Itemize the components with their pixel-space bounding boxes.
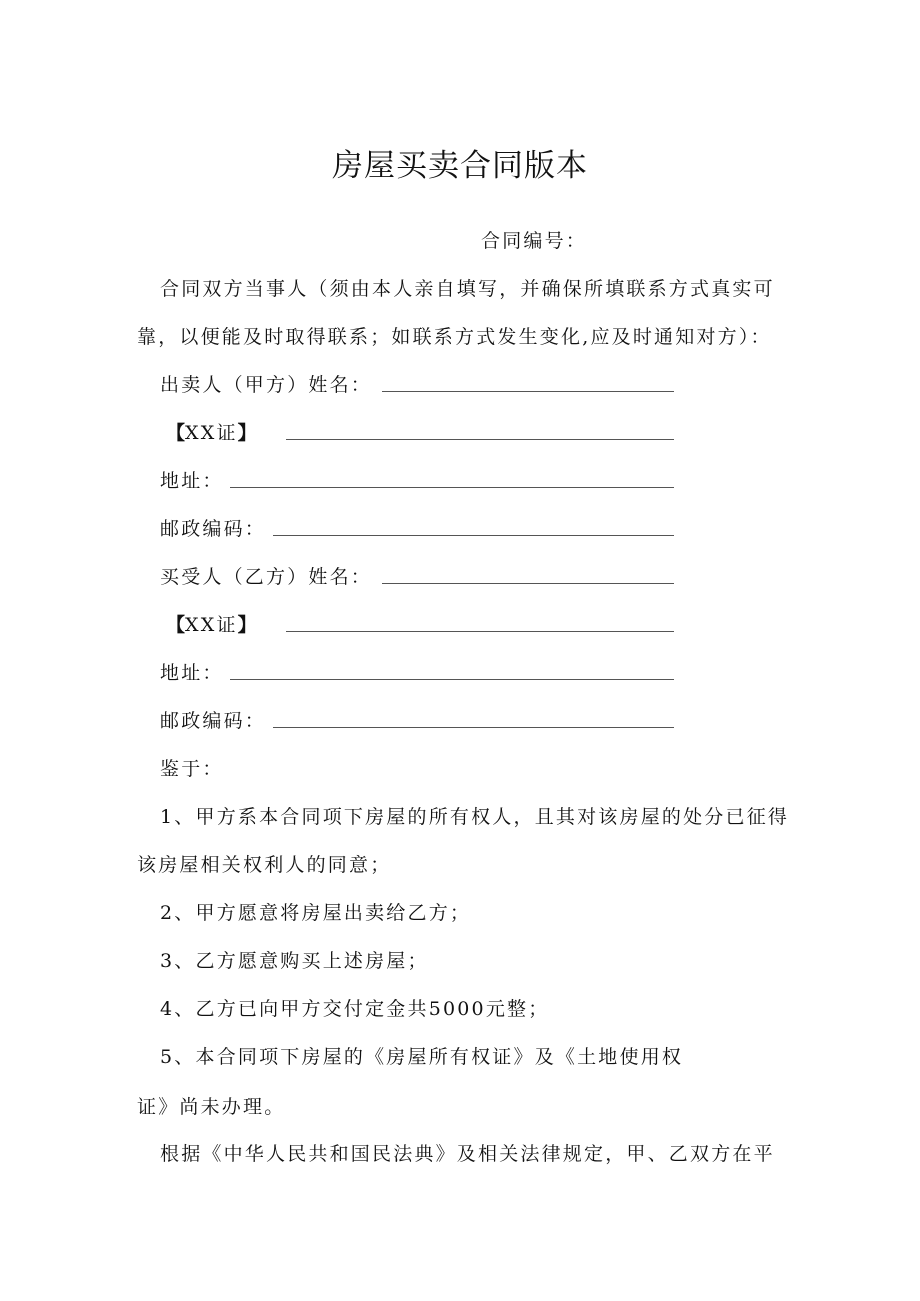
buyer-address-field[interactable] xyxy=(230,679,674,680)
seller-postal-label: 邮政编码： xyxy=(160,518,267,540)
clause-4: 4、乙方已向甲方交付定金共5000元整； xyxy=(160,998,550,1020)
buyer-address-row xyxy=(160,661,675,687)
seller-postal-field[interactable] xyxy=(273,535,674,536)
intro-paragraph-line-2: 靠，以便能及时取得联系；如联系方式发生变化,应及时通知对方）： xyxy=(137,326,772,348)
seller-id-text: XX证 xyxy=(185,422,238,444)
buyer-name-row xyxy=(160,565,675,591)
seller-id-row xyxy=(166,421,675,447)
buyer-name-field[interactable] xyxy=(382,583,674,584)
buyer-id-open-bracket: 【 xyxy=(166,614,186,636)
seller-id-open-bracket: 【 xyxy=(166,422,186,444)
buyer-postal-row xyxy=(160,709,675,735)
seller-postal-row xyxy=(160,517,675,543)
buyer-id-row xyxy=(166,613,675,639)
contract-number-label: 合同编号： xyxy=(481,230,588,252)
seller-name-row xyxy=(160,373,675,399)
clause-5-line-2: 证》尚未办理。 xyxy=(137,1096,286,1118)
clause-3: 3、乙方愿意购买上述房屋； xyxy=(160,950,429,972)
clause-1-line-2: 该房屋相关权利人的同意； xyxy=(137,854,392,876)
buyer-id-text: XX证 xyxy=(185,614,238,636)
legal-basis-line-1: 根据《中华人民共和国民法典》及相关法律规定，甲、乙双方在平 xyxy=(160,1143,775,1165)
whereas-label: 鉴于： xyxy=(160,758,224,780)
buyer-postal-field[interactable] xyxy=(273,727,674,728)
buyer-postal-label: 邮政编码： xyxy=(160,710,267,732)
page-title: 房屋买卖合同版本 xyxy=(332,148,588,184)
clause-2: 2、甲方愿意将房屋出卖给乙方； xyxy=(160,902,472,924)
seller-id-close-bracket: 】 xyxy=(237,422,257,444)
seller-address-row xyxy=(160,469,675,495)
buyer-name-label: 买受人（乙方）姓名： xyxy=(160,566,373,588)
buyer-id-label xyxy=(166,613,257,637)
buyer-address-label: 地址： xyxy=(160,662,224,684)
clause-1-line-1: 1、甲方系本合同项下房屋的所有权人，且其对该房屋的处分已征得 xyxy=(160,806,790,828)
seller-id-field[interactable] xyxy=(286,439,674,440)
seller-address-label: 地址： xyxy=(160,470,224,492)
seller-id-label xyxy=(166,421,257,445)
buyer-id-field[interactable] xyxy=(286,631,674,632)
seller-name-field[interactable] xyxy=(382,391,674,392)
clause-5-line-1: 5、本合同项下房屋的《房屋所有权证》及《土地使用权 xyxy=(160,1046,684,1068)
intro-paragraph-line-1: 合同双方当事人（须由本人亲自填写，并确保所填联系方式真实可 xyxy=(160,278,775,300)
seller-address-field[interactable] xyxy=(230,487,674,488)
buyer-id-close-bracket: 】 xyxy=(237,614,257,636)
seller-name-label: 出卖人（甲方）姓名： xyxy=(160,374,373,396)
